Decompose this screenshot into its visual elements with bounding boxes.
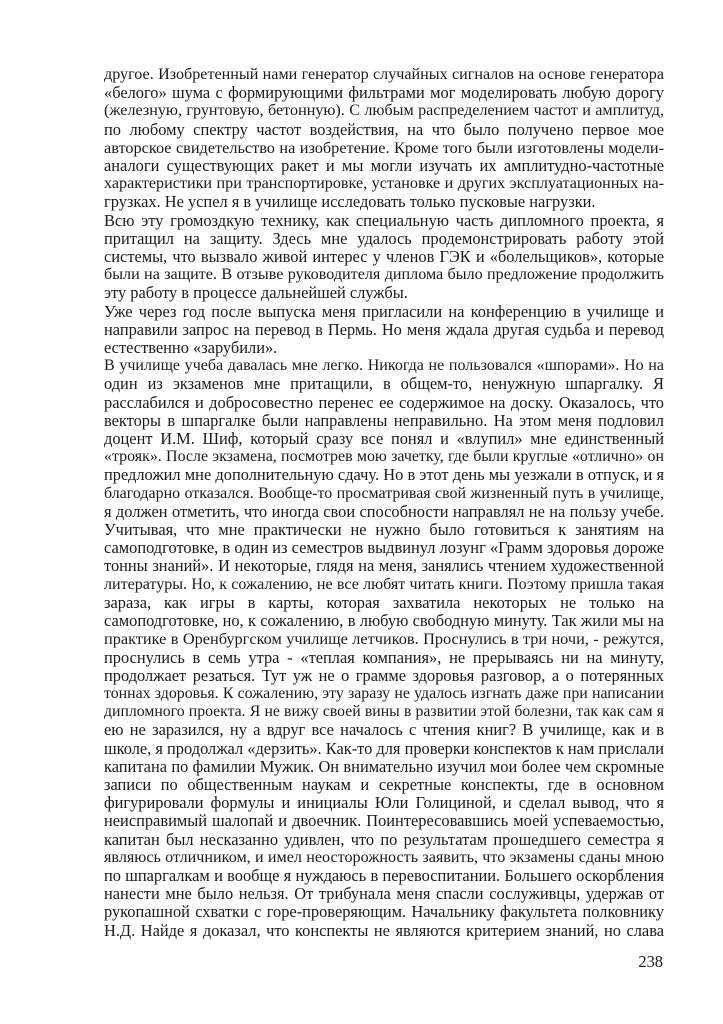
text-line: характеристики при транспортировке, установке и других эксплуатационных на- bbox=[104, 175, 664, 193]
body-text bbox=[104, 66, 664, 940]
text-line: фигурировали формулы и инициалы Юли Голициной, и сделал вывод, что я bbox=[104, 793, 664, 813]
text-line: Всю эту громоздкую технику, как специальную часть дипломного проекта, я bbox=[104, 210, 664, 230]
text-line: Н.Д. Найде я доказал, что конспекты не являются критерием знаний, но слава bbox=[104, 920, 664, 940]
text-line: я должен отметить, что иногда свои способности направлял не на пользу учебе. bbox=[104, 501, 664, 521]
text-line: благодарно отказался. Вообще-то просматривая свой жизненный путь в училище, bbox=[104, 484, 664, 502]
text-line: Уже через год после выпуска меня пригласили на конференцию в училище и bbox=[104, 301, 664, 321]
text-line: векторы в шпаргалке были направлены неправильно. На этом меня подловил bbox=[104, 410, 664, 430]
text-line: один из экзаменов мне притащили, в общем-то, ненужную шпаргалку. Я bbox=[104, 374, 664, 394]
text-line: авторское свидетельство на изобретение. Кроме того были изготовлены модели- bbox=[104, 137, 664, 157]
text-line: другое. Изобретенный нами генератор случайных сигналов на основе генератора bbox=[104, 66, 664, 83]
text-line: аналоги существующих ракет и мы могли изучать их амплитудно-частотные bbox=[104, 156, 664, 176]
text-line: расслабился и добросовестно перенес ее содержимое на доску. Оказалось, что bbox=[104, 392, 664, 412]
text-line: школе, я продолжал «дерзить». Как-то для проверки конспектов к нам прислали bbox=[104, 738, 664, 758]
text-line: «трояк». После экзамена, посмотрев мою зачетку, где были круглые «отлично» он bbox=[104, 448, 664, 466]
page-number: 238 bbox=[638, 952, 663, 971]
text-line: по любому спектру частот воздействия, на что было получено первое мое bbox=[104, 119, 664, 139]
text-line: зараза, как игры в карты, которая захватила некоторых не только на bbox=[104, 592, 664, 612]
text-line: тоннах здоровья. К сожалению, эту заразу не удалось изгнать даже при написании bbox=[104, 684, 664, 702]
text-line: тонны знаний». И некоторые, глядя на меня, занялись чтением художественной bbox=[104, 556, 664, 576]
text-line: являюсь отличником, и имел неосторожность заявить, что экзамены сданы мною bbox=[104, 848, 664, 866]
text-line: самоподготовке, в один из семестров выдвинул лозунг «Грамм здоровья дороже bbox=[104, 538, 664, 558]
text-line: литературы. Но, к сожалению, не все любят читать книги. Поэтому пришла такая bbox=[104, 575, 664, 593]
text-line: практике в Оренбургском училище летчиков. Проснулись в три ночи, - режутся, bbox=[104, 629, 664, 649]
text-line: направили запрос на перевод в Пермь. Но меня ждала другая судьба и перевод bbox=[104, 319, 664, 339]
text-line: естественно «зарубили». bbox=[104, 338, 278, 358]
text-line: неисправимый шалопай и двоечник. Поинтересовавшись моей успеваемостью, bbox=[104, 811, 664, 831]
text-line: ею не заразился, ну а вдруг все началось с чтения книг? В училище, как и в bbox=[104, 720, 664, 740]
text-line: были на защите. В отзыве руководителя диплома было предложение продолжить bbox=[104, 266, 664, 284]
text-line: притащил на защиту. Здесь мне удалось продемонстрировать работу этой bbox=[104, 228, 664, 248]
text-line: проснулись в семь утра - «теплая компания», не прерываясь ни на минуту, bbox=[104, 647, 664, 667]
text-line: Учитывая, что мне практически не нужно было готовиться к занятиям на bbox=[104, 520, 664, 540]
text-line: грузках. Не успел я в училище исследовать только пусковые нагрузки. bbox=[104, 192, 596, 212]
text-line: предложил мне дополнительную сдачу. Но в этот день мы уезжали в отпуск, и я bbox=[104, 465, 664, 485]
text-line: эту работу в процессе дальнейшей службы. bbox=[104, 283, 408, 303]
text-line: записи по общественным наукам и секретные конспекты, где в основном bbox=[104, 774, 664, 794]
text-line: по шпаргалкам и вообще я нуждаюсь в перевоспитании. Большего оскорбления bbox=[104, 865, 664, 885]
text-line: доцент И.М. Шиф, который сразу все понял и «влупил» мне единственный bbox=[104, 429, 664, 449]
text-line: продолжает резаться. Тут уж не о грамме здоровья разговор, а о потерянных bbox=[104, 665, 664, 685]
text-line: «белого» шума с формирующими фильтрами мог моделировать любую дорогу bbox=[104, 83, 664, 103]
text-line: (железную, грунтовую, бетонную). С любым распределением частот и амплитуд, bbox=[104, 102, 664, 120]
text-line: капитана по фамилии Мужик. Он внимательно изучил мои более чем скромные bbox=[104, 756, 664, 776]
text-line: нанести мне было нельзя. От трибунала меня спасли сослуживцы, удержав от bbox=[104, 884, 664, 904]
text-line: В училище учеба давалась мне легко. Никогда не пользовался «шпорами». Но на bbox=[104, 357, 664, 375]
text-line: капитан был несказанно удивлен, что по результатам прошедшего семестра я bbox=[104, 829, 664, 849]
text-line: дипломного проекта. Я не вижу своей вины в развитии этой болезни, так как сам я bbox=[104, 703, 664, 721]
text-line: рукопашной схватки с горе-проверяющим. Начальнику факультета полковнику bbox=[104, 902, 664, 922]
text-line: системы, что вызвало живой интерес у членов ГЭК и «болельщиков», которые bbox=[104, 247, 664, 267]
text-line: самоподготовке, но, к сожалению, в любую свободную минуту. Так жили мы на bbox=[104, 611, 664, 631]
